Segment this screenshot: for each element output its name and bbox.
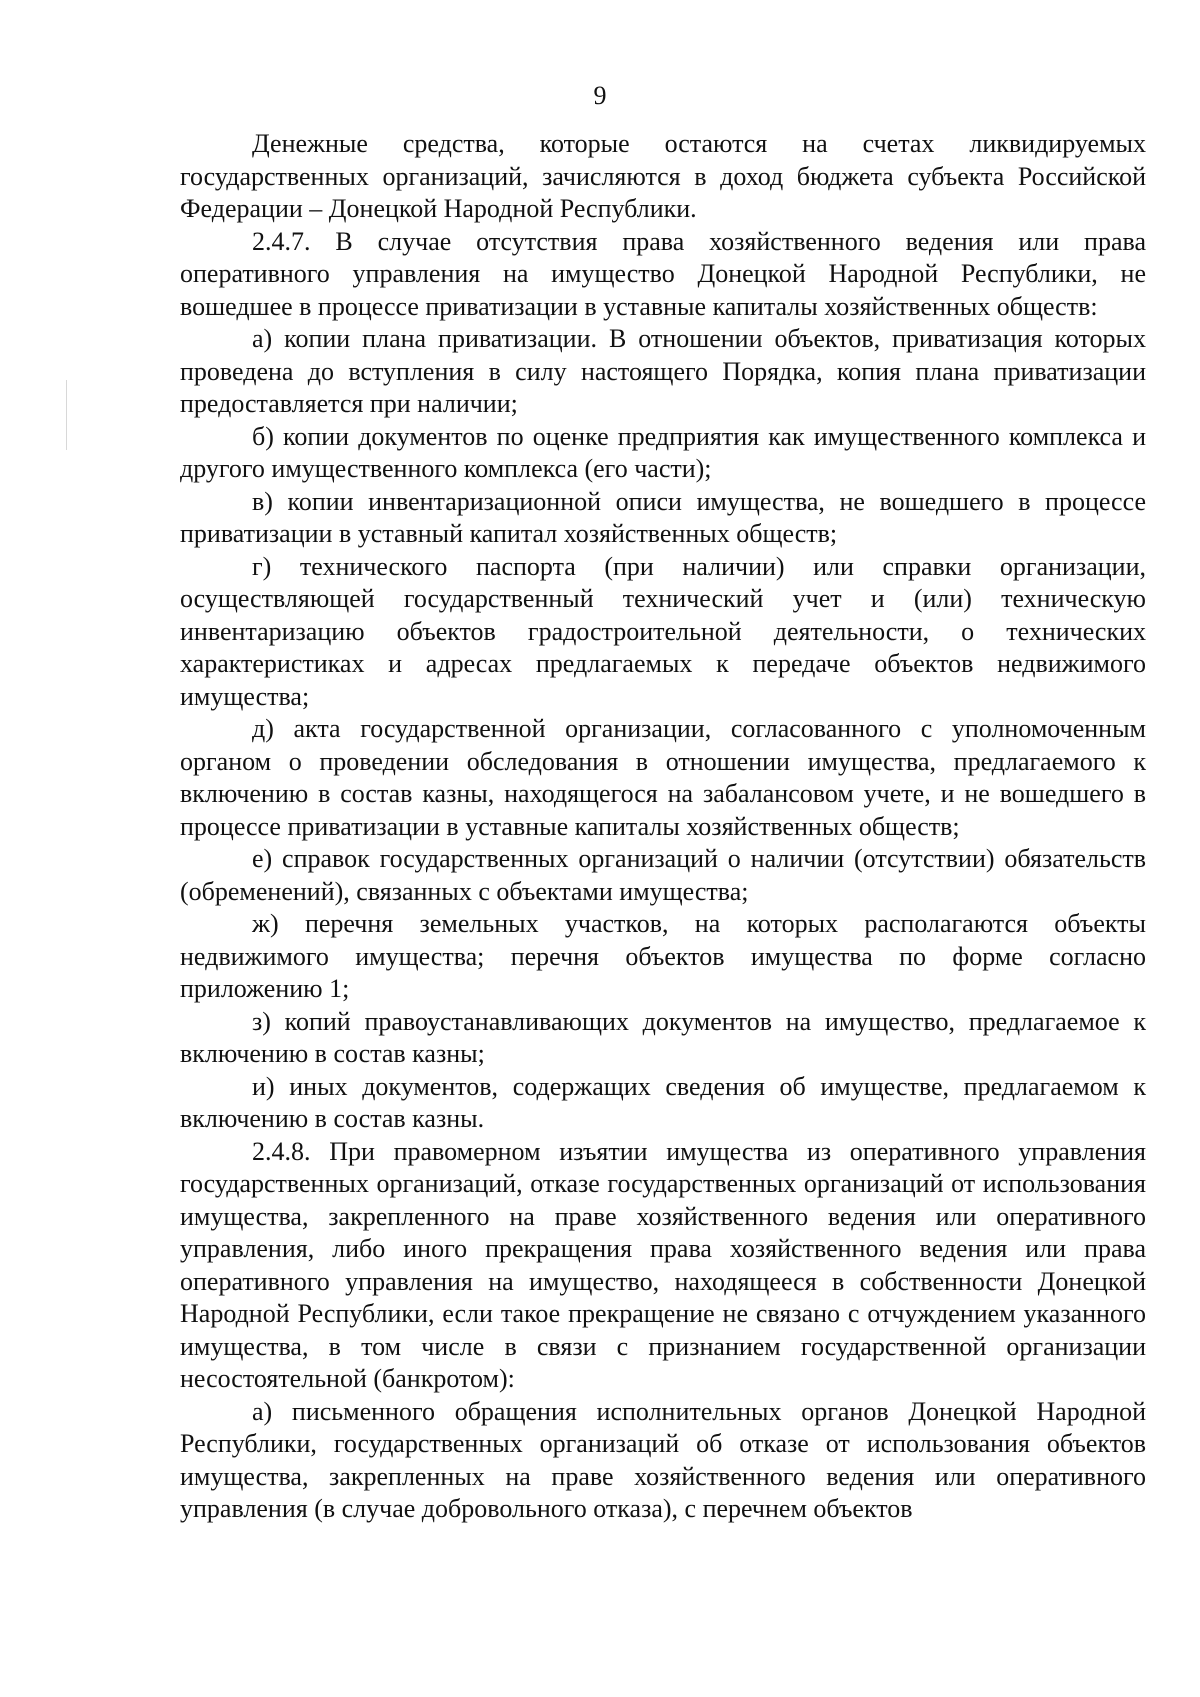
list-item-b-valuation-documents: б) копии документов по оценке предприятия как имущественного комплекса и другого имущественного комплекса (его части); xyxy=(180,421,1146,483)
list-item-z-title-documents: з) копий правоустанавливающих документов на имущество, предлагаемое к включению в состав казны; xyxy=(180,1006,1146,1068)
list-item-a-privatization-plan: а) копии плана приватизации. В отношении объектов, приватизация которых проведена до вступления в силу настоящего Порядка, копия плана приватизации предоставляется при наличии; xyxy=(180,324,1146,418)
list-item-zh-land-plots-list: ж) перечня земельных участков, на которых располагаются объекты недвижимого имущества; перечня объектов имущества по форме согласно приложению 1; xyxy=(180,909,1146,1003)
list-item-e-obligation-certificates: е) справок государственных организаций о наличии (отсутствии) обязательств (обременений), связанных с объектами имущества; xyxy=(180,844,1146,906)
list-item-d-inspection-act: д) акта государственной организации, согласованного с уполномоченным органом о проведении обследования в отношении имущества, предлагаемого к включению в состав казны, находящегося на забалансовом учете, и не вошедшего в процессе приватизации в уставные капиталы хозяйственных обществ; xyxy=(180,714,1146,841)
paragraph-2-4-7: 2.4.7. В случае отсутствия права хозяйственного ведения или права оперативного управления на имущество Донецкой Народной Республики, не вошедшее в процессе приватизации в уставные капиталы хозяйственных обществ: xyxy=(180,226,1146,321)
list-item-v-inventory-list: в) копии инвентаризационной описи имущества, не вошедшего в процессе приватизации в уставный капитал хозяйственных обществ; xyxy=(180,486,1146,548)
page-number: 9 xyxy=(593,81,607,110)
paragraph-2-4-8: 2.4.8. При правомерном изъятии имущества из оперативного управления государственных организаций, отказе государственных организаций от использования имущества, закрепленного на праве хозяйственного ведения или оперативного управления, либо иного прекращения права хозяйственного ведения или права оперативного управления на имущество, находящееся в собственности Донецкой Народной Республики, если такое прекращение не связано с отчуждением указанного имущества, в том числе в связи с признанием государственной организации несостоятельной (банкротом): xyxy=(180,1136,1146,1393)
list-item-a-written-request: а) письменного обращения исполнительных органов Донецкой Народной Республики, государственных организаций об отказе от использования объектов имущества, закрепленных на праве хозяйственного ведения или оперативного управления (в случае добровольного отказа), с перечнем объектов xyxy=(180,1396,1146,1523)
list-item-i-other-documents: и) иных документов, содержащих сведения об имуществе, предлагаемом к включению в состав казны. xyxy=(180,1071,1146,1133)
document-body xyxy=(180,128,1146,1526)
list-item-g-technical-passport: г) технического паспорта (при наличии) или справки организации, осуществляющей государственный технический учет и (или) техническую инвентаризацию объектов градостроительной деятельности, о технических характеристиках и адресах предлагаемых к передаче объектов недвижимого имущества; xyxy=(180,551,1146,711)
paragraph-funds-to-budget: Денежные средства, которые остаются на счетах ликвидируемых государственных организаций, зачисляются в доход бюджета субъекта Российской Федерации – Донецкой Народной Республики. xyxy=(180,129,1146,223)
scan-artifact-line xyxy=(66,380,67,450)
